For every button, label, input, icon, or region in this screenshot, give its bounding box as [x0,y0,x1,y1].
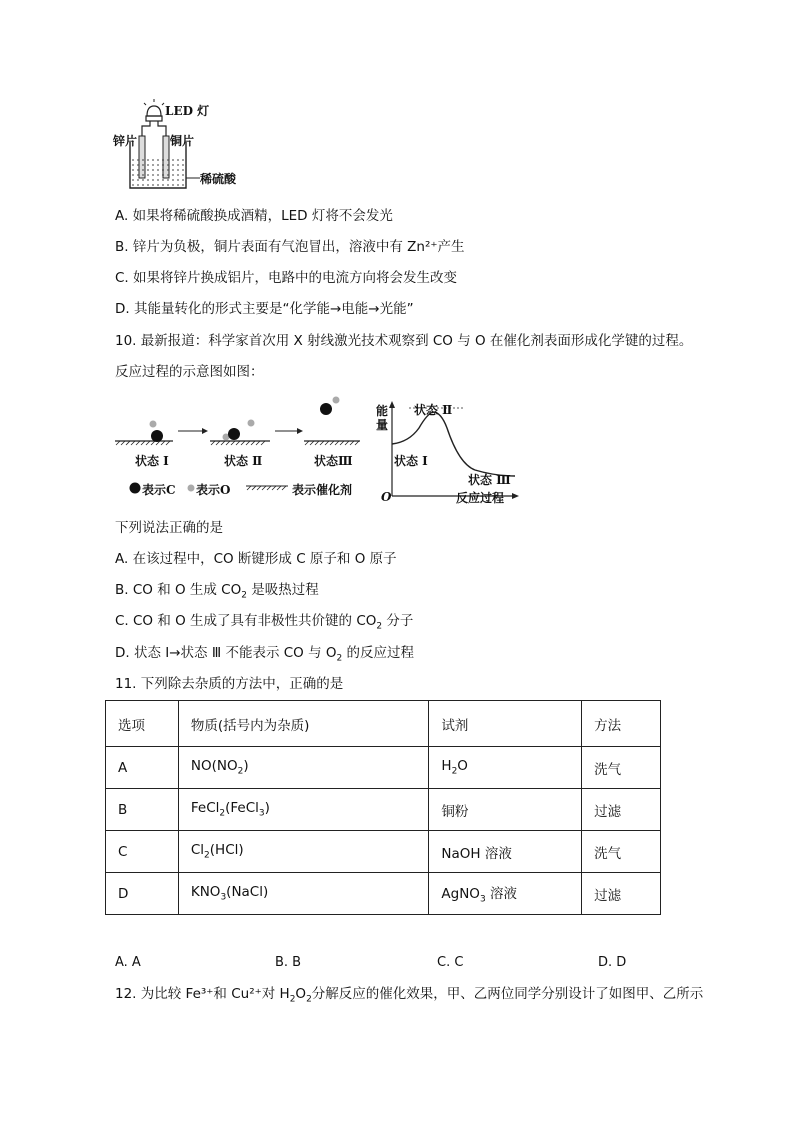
q10-stem-line2: 反应过程的示意图如图： [115,364,264,380]
energy-state-3-label: 状态 Ⅲ [468,473,511,487]
header-method: 方法 [582,701,661,747]
energy-state-1-label: 状态 Ⅰ [394,454,428,468]
state-1-label: 状态 Ⅰ [135,454,169,468]
q10-option-b: B. CO 和 O 生成 $CO_2$ 是吸热过程 [115,582,319,601]
acid-label: 稀硫酸 [200,172,237,186]
led-label: LED 灯 [165,104,210,118]
q11-answer-b: B. B [275,955,302,970]
q10-prompt: 下列说法正确的是 [115,520,223,536]
impurity-removal-table [105,700,661,915]
q11-stem: 11. 下列除去杂质的方法中，正确的是 [115,676,344,692]
table-row: C $Cl_2(HCl)$ NaOH 溶液 洗气 [106,831,661,873]
energy-state-2-label: 状态 Ⅱ [414,403,453,417]
q9-option-c: C. 如果将锌片换成铝片，电路中的电流方向将会发生改变 [115,270,458,286]
zinc-label: 锌片 [113,134,138,148]
table-row: B FeCl$_2$(FeCl$_3$) 铜粉 过滤 [106,789,661,831]
state-2-label: 状态 Ⅱ [224,454,263,468]
state-3-label: 状态Ⅲ [314,454,353,468]
table-row: A $NO(NO_2)$ $H_2O$ 洗气 [106,747,661,789]
origin-label: O [381,490,392,504]
q11-answer-d: D. D [598,955,627,970]
x-axis-label: 反应过程 [456,491,505,505]
catalyst-surface-1 [115,441,173,445]
q9-option-a: A. 如果将稀硫酸换成酒精，LED 灯将不会发光 [115,208,393,224]
led-bulb-icon [144,99,164,121]
legend-catalyst-label: 表示催化剂 [292,483,353,497]
catalyst-surface-3 [304,441,360,445]
header-reagent: 试剂 [429,701,582,747]
q10-option-c: C. CO 和 O 生成了具有非极性共价键的 $CO_2$ 分子 [115,613,414,632]
table-row: D $KNO_3(NaCl)$ AgNO$_3$ 溶液 过滤 [106,873,661,915]
q11-answer-c: C. C [437,955,464,970]
table-header-row [106,701,661,747]
q10-stem-line1: 10. 最新报道：科学家首次用 X 射线激光技术观察到 CO 与 O 在催化剂表面形成化学键的过程。 [115,333,693,349]
legend-carbon-label: 表示C [142,483,176,497]
q10-option-a: A. 在该过程中，CO 断键形成 C 原子和 O 原子 [115,551,397,567]
header-option: 选项 [106,701,179,747]
energy-axis-label-1: 能 [376,404,389,418]
q11-answer-a: A. A [115,955,141,970]
q10-option-d: D. 状态 Ⅰ→状态 Ⅲ 不能表示 CO 与 $O_2$ 的反应过程 [115,645,415,664]
header-substance: 物质(括号内为杂质) [178,701,429,747]
legend-carbon-icon [130,483,141,494]
q9-option-b: B. 锌片为负极，铜片表面有气泡冒出，溶液中有 Zn²⁺产生 [115,239,465,255]
energy-axis-label-2: 量 [376,418,389,432]
legend-oxygen-icon [188,485,195,492]
legend-catalyst-icon [246,486,288,490]
q9-option-d: D. 其能量转化的形式主要是“化学能→电能→光能” [115,301,414,317]
catalyst-surface-2 [210,441,270,445]
legend-oxygen-label: 表示O [196,483,231,497]
q12-stem: 12. 为比较 Fe³⁺和 Cu²⁺对 $H_2O_2$分解反应的催化效果，甲、乙两位同学分别设计了如图甲、乙所示 [115,986,704,1005]
copper-label: 铜片 [170,134,195,148]
